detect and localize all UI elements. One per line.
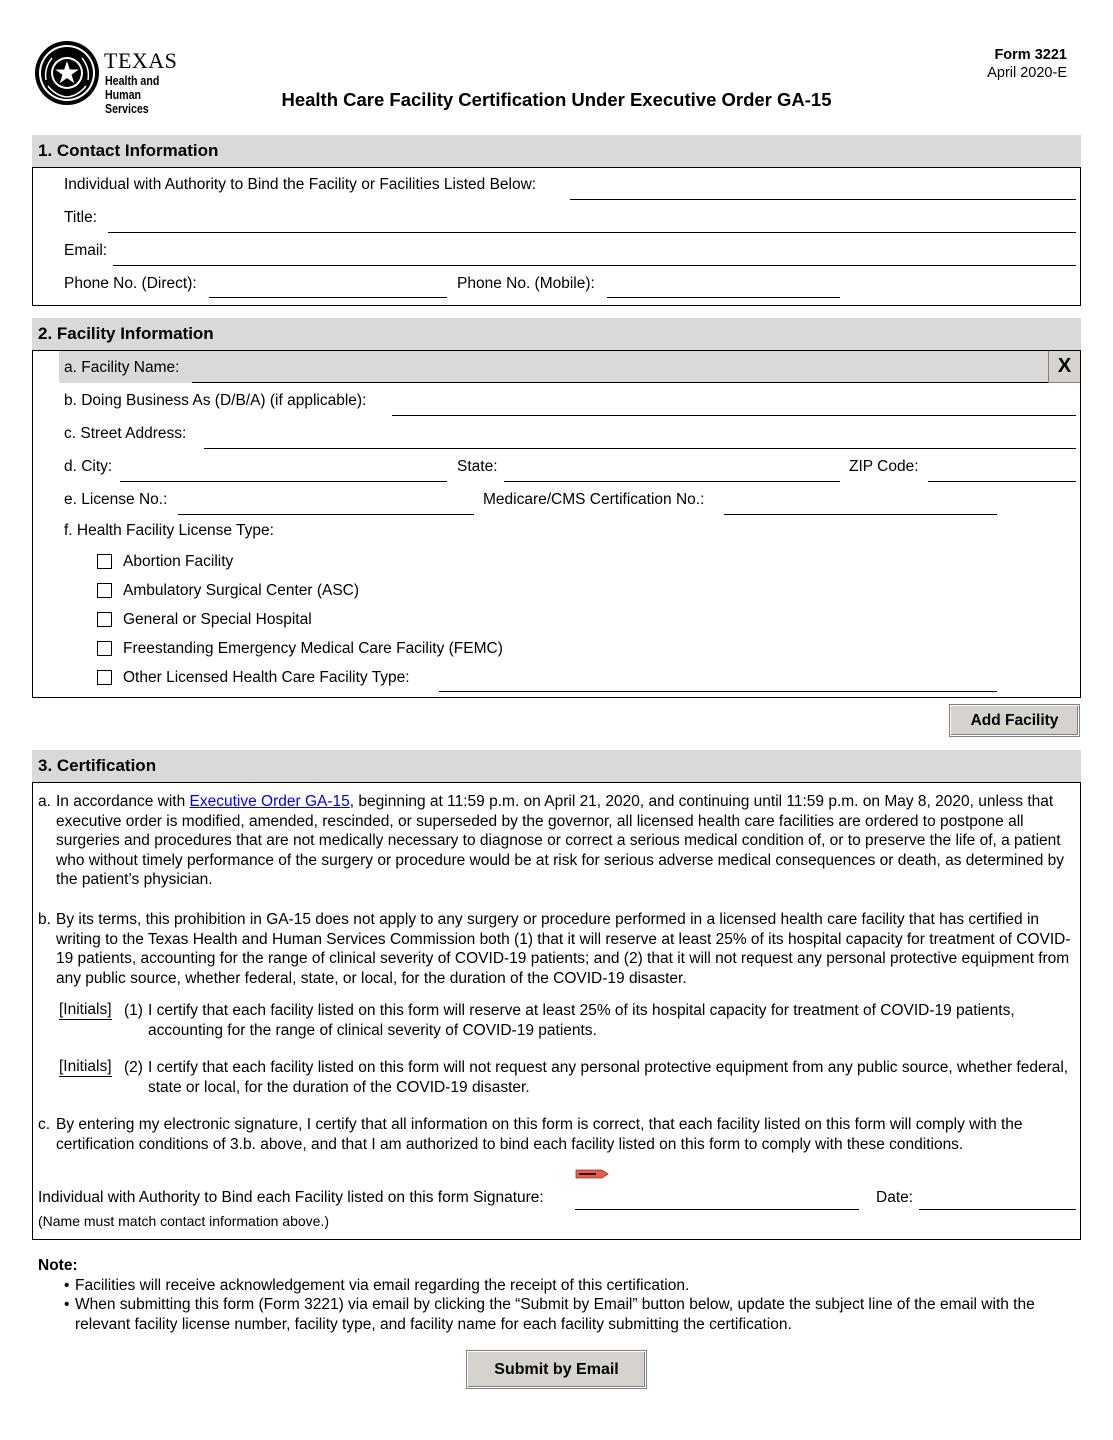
section-certification-box <box>32 782 1081 1240</box>
section-facility-box <box>32 350 1081 698</box>
para-b-text: By its terms, this prohibition in GA-15 does not apply to any surgery or procedure performed in a licensed health care facility that has certified in writing to the Texas Health and Human Services Commission both (1) that it will reserve at least 25% of its hospital capacity for treatment of COVID-19 patients, accounting for the range of clinical severity of COVID-19 patients; and (2) that it will not request any personal protective equipment from any public source, whether federal, state, or local, for the duration of the COVID-19 disaster. <box>56 911 1071 987</box>
date-input[interactable] <box>919 1209 1076 1210</box>
date-label: Date: <box>876 1189 914 1206</box>
title-label: Title: <box>64 209 98 226</box>
certification-item-1 <box>124 1001 1074 1040</box>
logo-texas-text: TEXAS <box>104 48 178 73</box>
street-address-label: c. Street Address: <box>64 425 187 442</box>
license-type-option: Other Licensed Health Care Facility Type: <box>123 669 410 686</box>
initials-field-1[interactable]: [Initials] <box>59 1001 112 1018</box>
cert-number: (1) <box>124 1002 143 1019</box>
cert-text: I certify that each facility listed on this form will not request any personal protective equipment from any public source, whether federal, state or local, for the duration of the COVID-19 disaster. <box>148 1059 1069 1096</box>
para-a-text: In accordance with <box>56 793 190 810</box>
zip-label: ZIP Code: <box>849 458 919 475</box>
certification-para-c <box>38 1115 1080 1154</box>
street-address-input[interactable] <box>204 448 1076 449</box>
checkbox-femc[interactable] <box>97 641 112 656</box>
executive-order-link[interactable]: Executive Order GA-15 <box>189 793 350 810</box>
authority-label: Individual with Authority to Bind the Facility or Facilities Listed Below: <box>64 176 537 193</box>
medicare-input[interactable] <box>724 514 997 515</box>
state-input[interactable] <box>504 481 840 482</box>
note-title: Note: <box>38 1257 78 1274</box>
phone-mobile-label: Phone No. (Mobile): <box>457 275 595 292</box>
phone-mobile-input[interactable] <box>607 297 840 298</box>
note-list <box>38 1276 1075 1335</box>
form-number: Form 3221 <box>994 47 1067 63</box>
facility-name-row <box>59 351 1049 383</box>
signature-input[interactable] <box>575 1209 859 1210</box>
email-label: Email: <box>64 242 108 259</box>
license-no-label: e. License No.: <box>64 491 168 508</box>
para-c-prefix: c. <box>38 1116 51 1133</box>
note-item-text: When submitting this form (Form 3221) via email by clicking the “Submit by Email” button below, update the subject line of the email with the relevant facility license number, facility type, and facility name for each facility submitting the certification. <box>75 1296 1035 1333</box>
license-type-label: f. Health Facility License Type: <box>64 522 274 539</box>
signature-note: (Name must match contact information above.) <box>38 1213 330 1229</box>
license-type-option: General or Special Hospital <box>123 611 312 628</box>
add-facility-button[interactable]: Add Facility <box>950 705 1079 736</box>
section-contact-box <box>32 167 1081 306</box>
phone-direct-label: Phone No. (Direct): <box>64 275 197 292</box>
para-c-text: By entering my electronic signature, I certify that all information on this form is correct, that each facility listed on this form will comply with the certification conditions of 3.b. above, and that I am authorized to bind each facility listed on this form to comply with these conditions. <box>56 1116 1023 1153</box>
checkbox-hospital[interactable] <box>97 612 112 627</box>
initials-field-2[interactable]: [Initials] <box>59 1058 112 1075</box>
logo-sub-line2: Services <box>105 102 149 116</box>
dba-label: b. Doing Business As (D/B/A) (if applicable): <box>64 392 367 409</box>
city-input[interactable] <box>120 481 447 482</box>
zip-input[interactable] <box>928 481 1076 482</box>
city-label: d. City: <box>64 458 113 475</box>
certification-para-a <box>38 792 1078 890</box>
phone-direct-input[interactable] <box>209 297 447 298</box>
certification-para-b <box>38 910 1078 988</box>
facility-name-label: a. Facility Name: <box>64 359 180 376</box>
para-b-prefix: b. <box>38 911 51 928</box>
form-number-block <box>987 46 1067 82</box>
dba-input[interactable] <box>392 415 1076 416</box>
facility-name-input[interactable] <box>192 382 1049 383</box>
note-item <box>64 1276 1075 1296</box>
signature-label: Individual with Authority to Bind each Facility listed on this form Signature: <box>38 1189 544 1206</box>
page-title: Health Care Facility Certification Under Executive Order GA-15 <box>281 89 832 110</box>
note-item-text: Facilities will receive acknowledgement via email regarding the receipt of this certification. <box>75 1276 690 1294</box>
other-type-input[interactable] <box>439 691 997 692</box>
license-type-option: Freestanding Emergency Medical Care Facility (FEMC) <box>123 640 503 657</box>
authority-input[interactable] <box>570 199 1076 200</box>
section-certification-heading: 3. Certification <box>32 750 1081 782</box>
note-item <box>64 1295 1075 1334</box>
email-input[interactable] <box>113 265 1076 266</box>
section-contact-heading: 1. Contact Information <box>32 135 1081 167</box>
state-label: State: <box>457 458 498 475</box>
cert-text: I certify that each facility listed on this form will reserve at least 25% of its hospital capacity for treatment of COVID-19 patients, accounting for the range of clinical severity of COVID-19 patients. <box>148 1002 1015 1039</box>
bullet-icon: • <box>64 1296 70 1314</box>
section-facility-heading: 2. Facility Information <box>32 318 1081 350</box>
checkbox-other-type[interactable] <box>97 670 112 685</box>
license-type-option: Abortion Facility <box>123 553 234 570</box>
logo-sub-line1: Health and Human <box>105 74 160 102</box>
sign-here-arrow-icon <box>575 1169 609 1179</box>
form-revision: April 2020-E <box>987 65 1067 81</box>
cert-number: (2) <box>124 1059 143 1076</box>
title-input[interactable] <box>108 232 1076 233</box>
submit-by-email-button[interactable]: Submit by Email <box>467 1351 646 1388</box>
checkbox-abortion-facility[interactable] <box>97 554 112 569</box>
checkbox-asc[interactable] <box>97 583 112 598</box>
remove-facility-button[interactable]: X <box>1048 351 1080 383</box>
bullet-icon: • <box>64 1276 70 1294</box>
medicare-label: Medicare/CMS Certification No.: <box>483 491 705 508</box>
para-a-prefix: a. <box>38 793 51 810</box>
license-no-input[interactable] <box>178 514 474 515</box>
para-a-text-cont: , beginning at 11:59 p.m. on April 21, 2020, and continuing until 11:59 p.m. on May 8, 2020, unless that executive order is modified, amended, rescinded, or superseded by the governor, all licensed health care facilities are ordered to postpone all surgeries and procedures that are not medically necessary to diagnose or correct a serious medical condition of, or to preserve the life of, a patient who without timely performance of the surgery or procedure would be at risk for serious adverse medical consequences or death, as determined by the patient’s physician. <box>56 793 1065 889</box>
certification-item-2 <box>124 1058 1074 1097</box>
note-block <box>38 1256 1075 1334</box>
license-type-option: Ambulatory Surgical Center (ASC) <box>123 582 360 599</box>
